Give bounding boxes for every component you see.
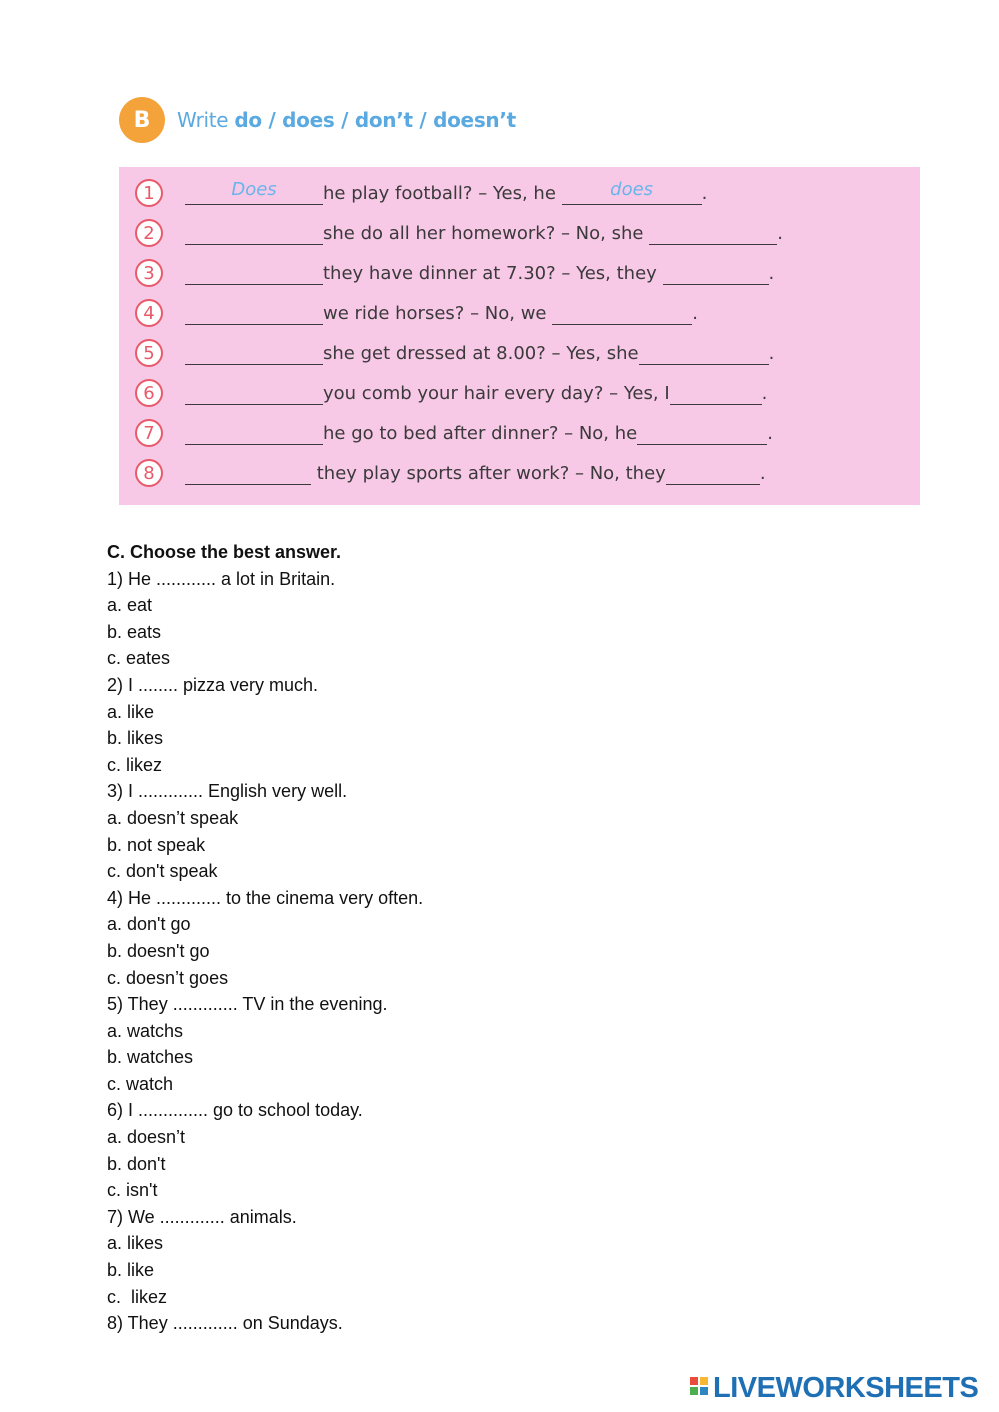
answer-option[interactable]: c. doesn’t goes [107,967,229,988]
question-number: 1 [135,179,163,207]
question-number: 6 [135,379,163,407]
question-end-punctuation: . [761,382,768,404]
exercise-b-row [135,335,774,371]
answer-blank-1[interactable] [185,302,323,325]
answer-option[interactable]: b. watches [107,1047,194,1068]
answer-option[interactable]: b. don't [107,1153,166,1174]
exercise-b-row [135,215,783,251]
liveworksheets-logo-icon [690,1377,710,1399]
question-text: you comb your hair every day? – Yes, I [323,382,670,404]
answer-blank-1[interactable] [185,342,323,365]
exercise-b-row [135,175,707,211]
answer-blank-2[interactable] [666,462,760,485]
answer-blank-1-value: Does [231,178,277,200]
answer-option[interactable]: c. eates [107,648,171,669]
question-end-punctuation: . [759,462,766,484]
answer-option[interactable]: c. likez [107,754,163,775]
exercise-b-row [135,255,774,291]
answer-option[interactable]: b. likes [107,728,164,749]
answer-blank-2-value: does [610,178,654,200]
section-b-title-prefix: Write [177,108,229,132]
answer-option[interactable]: c. don't speak [107,861,218,882]
question-number: 3 [135,259,163,287]
question-end-punctuation: . [701,182,708,204]
answer-option[interactable]: c. watch [107,1073,174,1094]
question-line: 4) He ............. to the cinema very often. [107,887,424,908]
answer-blank-2[interactable] [663,262,769,285]
section-b-badge: B [119,97,165,143]
answer-blank-1[interactable] [185,262,323,285]
question-line: 2) I ........ pizza very much. [107,674,319,695]
answer-blank-1[interactable] [185,178,323,205]
question-line: 6) I .............. go to school today. [107,1100,363,1121]
question-end-punctuation: . [767,422,773,444]
section-c [107,539,423,1337]
answer-blank-2[interactable] [639,342,769,365]
answer-option[interactable]: a. eat [107,595,153,616]
question-number: 8 [135,459,163,487]
question-line: 8) They ............. on Sundays. [107,1313,343,1334]
answer-option[interactable]: b. doesn't go [107,940,210,961]
question-number: 4 [135,299,163,327]
answer-option[interactable]: a. watchs [107,1020,184,1041]
section-b-title [177,108,516,132]
answer-blank-1[interactable] [185,422,323,445]
question-number: 2 [135,219,163,247]
answer-blank-2[interactable] [670,382,762,405]
exercise-b-panel [119,167,920,505]
answer-option[interactable]: a. doesn’t speak [107,807,239,828]
answer-blank-1[interactable] [185,222,323,245]
question-number: 7 [135,419,163,447]
answer-option[interactable]: a. doesn’t [107,1127,186,1148]
question-number: 5 [135,339,163,367]
answer-option[interactable]: a. like [107,701,155,722]
exercise-b-row [135,415,773,451]
answer-blank-2[interactable] [552,302,692,325]
question-line: 1) He ............ a lot in Britain. [107,568,336,589]
answer-blank-1[interactable] [185,382,323,405]
question-text: we ride horses? – No, we [323,302,553,324]
exercise-b-row [135,455,766,491]
question-end-punctuation: . [777,222,783,244]
answer-blank-2[interactable] [637,422,767,445]
answer-option[interactable]: b. not speak [107,834,206,855]
question-end-punctuation: . [768,342,775,364]
question-text: they have dinner at 7.30? – Yes, they [323,262,663,284]
question-text: they play sports after work? – No, they [311,462,666,484]
answer-option[interactable]: b. like [107,1260,155,1281]
question-line: 5) They ............. TV in the evening. [107,994,388,1015]
answer-option[interactable]: a. don't go [107,914,191,935]
answer-option[interactable]: c. isn't [107,1180,158,1201]
question-end-punctuation: . [768,262,775,284]
answer-option[interactable]: c. likez [107,1286,168,1307]
section-b-header [119,95,516,145]
answer-blank-2[interactable] [562,178,702,205]
question-line: 7) We ............. animals. [107,1206,297,1227]
answer-option[interactable]: a. likes [107,1233,164,1254]
liveworksheets-logo [690,1371,979,1404]
exercise-b-row [135,375,767,411]
answer-blank-2[interactable] [649,222,777,245]
section-b-title-options: do / does / don’t / doesn’t [234,108,516,132]
answer-blank-1[interactable] [185,462,311,485]
question-text: she do all her homework? – No, she [323,222,650,244]
exercise-b-row [135,295,698,331]
section-c-heading: C. Choose the best answer. [107,542,342,562]
question-end-punctuation: . [692,302,698,324]
question-text: he go to bed after dinner? – No, he [323,422,638,444]
liveworksheets-logo-text: LIVEWORKSHEETS [713,1371,979,1404]
question-text: she get dressed at 8.00? – Yes, she [323,342,639,364]
question-line: 3) I ............. English very well. [107,781,348,802]
question-text: he play football? – Yes, he [323,182,562,204]
answer-option[interactable]: b. eats [107,621,162,642]
